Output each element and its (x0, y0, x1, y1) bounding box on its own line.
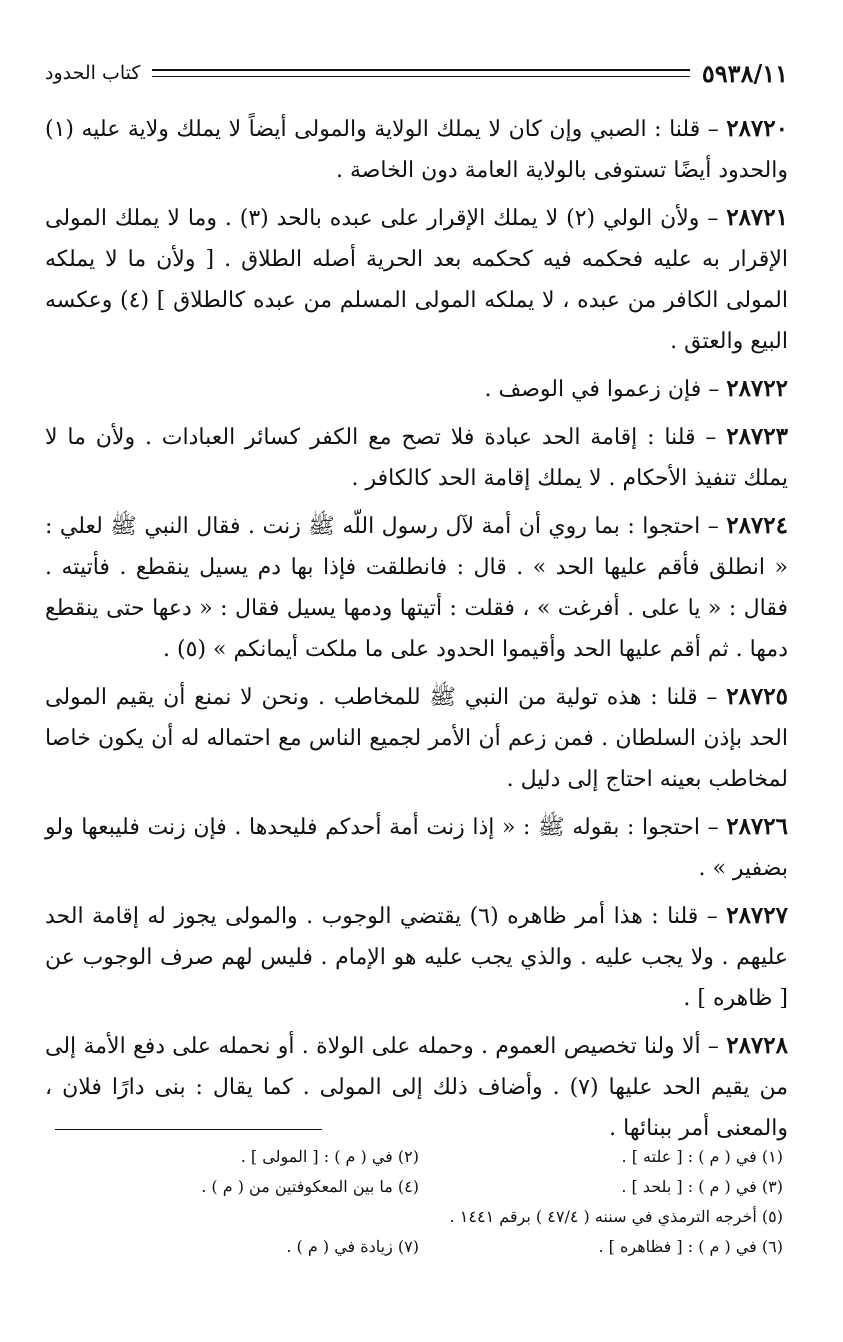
footnote-row (55, 1142, 783, 1172)
footnote: (٢) في ( م ) : [ المولى ] . (240, 1147, 419, 1166)
book-title: كتاب الحدود (45, 62, 141, 84)
footnote-row (55, 1202, 783, 1232)
paragraph-number: ٢٨٧٢٨ (726, 1032, 788, 1059)
paragraph-text: – احتجوا : بقوله ﷺ : « إذا زنت أمة أحدكم فليحدها . فإن زنت فليبعها ولو بضفير » . (45, 815, 788, 881)
paragraph (45, 197, 788, 362)
paragraph-text: – فإن زعموا في الوصف . (484, 377, 727, 402)
paragraph-number: ٢٨٧٢٥ (726, 683, 788, 710)
paragraph (45, 895, 788, 1019)
header-rule (152, 69, 689, 77)
paragraph-number: ٢٨٧٢٧ (726, 902, 788, 929)
footnote: (٧) زيادة في ( م ) . (286, 1237, 419, 1256)
paragraph-text: – احتجوا : بما روي أن أمة لآل رسول اللّه ﷺ زنت . فقال النبي ﷺ لعلي : « انطلق فأقم عليها الحد » . قال : فانطلقت فإذا بها دم يسيل ينقطع . فأتيته . فقال : « يا على . أفرغت » ، فقلت : أتيتها ودمها يسيل فقال : « دعها حتى ينقطع دمها . ثم أقم عليها الحد وأقيموا الحدود على ما ملكت أيمانكم » (٥) . (45, 514, 788, 662)
paragraph-text: – قلنا : هذا أمر ظاهره (٦) يقتضي الوجوب . والمولى يجوز له إقامة الحد عليهم . ولا يجب عليه . والذي يجب عليه هو الإمام . فليس لهم صرف الوجوب عن [ ظاهره ] . (45, 904, 788, 1011)
footnotes (55, 1142, 783, 1262)
paragraph-number: ٢٨٧٢٢ (726, 375, 788, 402)
paragraph (45, 368, 788, 410)
footnote: (١) في ( م ) : [ علته ] . (621, 1147, 783, 1166)
paragraph (45, 505, 788, 670)
footnote-row (55, 1172, 783, 1202)
footnote-row (55, 1232, 783, 1262)
paragraph-text: – ألا ولنا تخصيص العموم . وحمله على الولاة . أو نحمله على دفع الأمة إلى من يقيم الحد عليها (٧) . وأضاف ذلك إلى المولى . كما يقال : بنى دارًا فلان ، والمعنى أمر ببنائها . (45, 1034, 788, 1141)
paragraph-text: – قلنا : الصبي وإن كان لا يملك الولاية والمولى أيضاً لا يملك ولاية عليه (١) والحدود أيضًا تستوفى بالولاية العامة دون الخاصة . (45, 117, 788, 183)
paragraph-number: ٢٨٧٢٤ (726, 512, 788, 539)
paragraph (45, 806, 788, 889)
paragraph (45, 676, 788, 800)
paragraph-text: – ولأن الولي (٢) لا يملك الإقرار على عبده بالحد (٣) . وما لا يملك المولى الإقرار به عليه فحكمه فيه كحكمه بعد الحرية أصله الطلاق . [ ولأن ما لا يملكه المولى الكافر من عبده ، لا يملكه المولى المسلم من عبده كالطلاق ] (٤) وعكسه البيع والعتق . (45, 206, 788, 354)
footnote: (٤) ما بين المعكوفتين من ( م ) . (201, 1177, 419, 1196)
footnote-separator (55, 1129, 322, 1130)
page-number: ٥٩٣٨/١١ (701, 58, 788, 88)
footnote: (٥) أخرجه الترمذي في سننه ( ٤٧/٤ ) برقم ١٤٤١ . (449, 1207, 783, 1226)
footnote: (٦) في ( م ) : [ فظاهره ] . (598, 1237, 783, 1256)
paragraph-text: – قلنا : هذه تولية من النبي ﷺ للمخاطب . ونحن لا نمنع أن يقيم المولى الحد بإذن السلطان . فمن زعم أن الأمر لجميع الناس مع احتماله له أن يكون خاصا لمخاطب بعينه احتاج إلى دليل . (45, 685, 788, 792)
paragraph (45, 108, 788, 191)
paragraph-number: ٢٨٧٢٠ (726, 115, 788, 142)
footnote: (٣) في ( م ) : [ بلحد ] . (621, 1177, 783, 1196)
main-text (45, 108, 788, 1155)
paragraph (45, 416, 788, 499)
page-header (45, 56, 788, 90)
paragraph-number: ٢٨٧٢٦ (726, 813, 788, 840)
paragraph (45, 1025, 788, 1149)
paragraph-text: – قلنا : إقامة الحد عبادة فلا تصح مع الكفر كسائر العبادات . ولأن ما لا يملك تنفيذ الأحكام . لا يملك إقامة الحد كالكافر . (45, 425, 788, 491)
paragraph-number: ٢٨٧٢١ (726, 204, 788, 231)
paragraph-number: ٢٨٧٢٣ (726, 423, 788, 450)
